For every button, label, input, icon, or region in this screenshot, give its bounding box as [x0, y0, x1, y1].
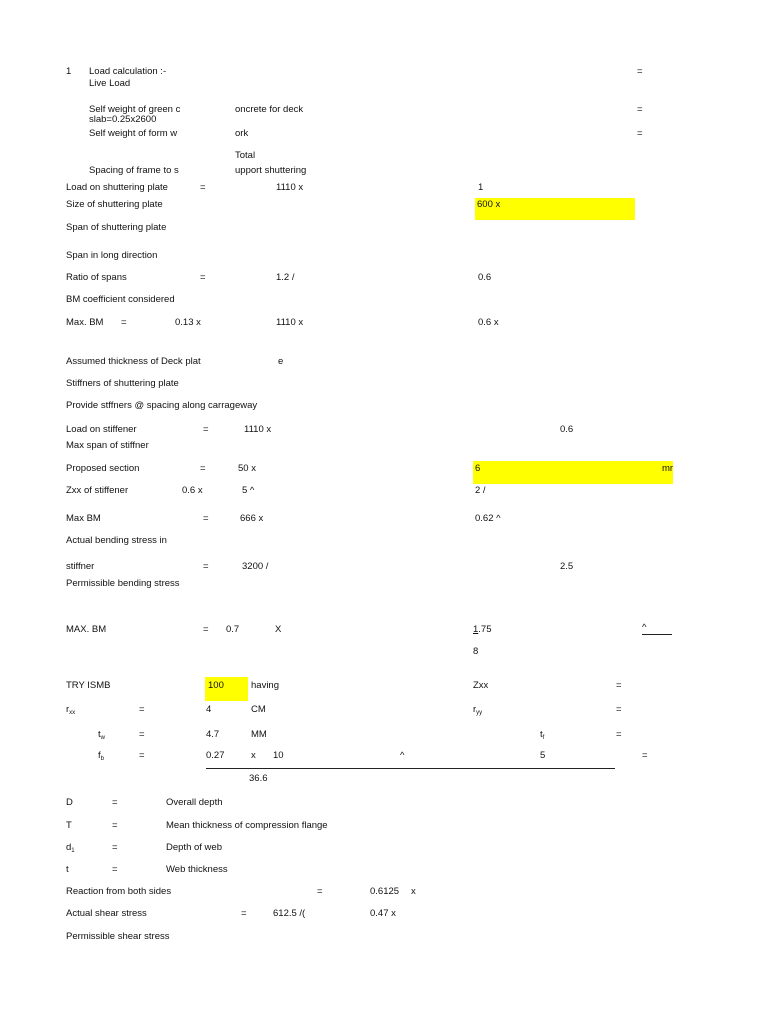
def-symbol-d1 [66, 842, 75, 853]
max-span-label: Max span of stiffner [66, 440, 149, 451]
rxx-symbol [66, 704, 75, 715]
fb-v2: 10 [273, 750, 284, 761]
def-text-d: Overall depth [166, 797, 223, 808]
def-symbol-tw: t [66, 864, 69, 875]
spacing-label-a: Spacing of frame to s [89, 165, 179, 176]
proposed-val2: 6 [475, 463, 481, 474]
proposed-eq: = [200, 463, 206, 474]
def-text-tw: Web thickness [166, 864, 228, 875]
self-weight-label-b: oncrete for deck [235, 104, 304, 115]
size-plate-val: 600 x [477, 199, 501, 210]
fb-fraction-line [206, 768, 615, 769]
bm-coef-label: BM coefficient considered [66, 294, 175, 305]
stiffners-label: Stiffners of shuttering plate [66, 378, 179, 389]
tw-sub: w [100, 735, 105, 741]
load-stiffener-val: 1110 x [244, 424, 272, 435]
maxbm2-v2-rest: .75 [478, 624, 492, 635]
load-shuttering-val: 1110 x [276, 182, 304, 193]
try-ismb-label: TRY ISMB [66, 680, 111, 691]
actual-bending-label: Actual bending stress in [66, 535, 167, 546]
maxbm2-fraction-line [642, 634, 672, 635]
def-text-t: Mean thickness of compression flange [166, 820, 328, 831]
fb-sub: b [100, 756, 104, 762]
def-eq-tw: = [112, 864, 118, 875]
load-stiffener-val2: 0.6 [560, 424, 574, 435]
slab-label: slab=0.25x2600 [89, 114, 157, 125]
tw-unit: MM [251, 729, 267, 740]
maxbm-stiff-val2: 0.62 ^ [475, 513, 501, 524]
span-long-label: Span in long direction [66, 250, 158, 261]
fb-v3: 5 [540, 750, 546, 761]
ratio-val: 1.2 / [276, 272, 295, 283]
stiffner-val2: 2.5 [560, 561, 574, 572]
maxbm2-eq: = [203, 624, 209, 635]
rxx-val: 4 [206, 704, 212, 715]
ryy-main: r [473, 704, 477, 715]
tw-main: t [98, 729, 101, 740]
def-text-d1: Depth of web [166, 842, 222, 853]
size-plate-label: Size of shuttering plate [66, 199, 163, 210]
maxbm-stiff-label: Max BM [66, 513, 101, 524]
fb-x: x [251, 750, 256, 761]
ismb-zxx-label: Zxx [473, 680, 489, 691]
actual-shear-val: 612.5 /( [273, 908, 306, 919]
tf-main: t [540, 729, 543, 740]
fb-eq2: = [642, 750, 648, 761]
ratio-eq: = [200, 272, 206, 283]
def-eq-d: = [112, 797, 118, 808]
zxx-stiffener-v3: 2 / [475, 485, 486, 496]
load-shuttering-val2: 1 [478, 182, 484, 193]
section-number: 1 [66, 66, 72, 77]
def-symbol-d: D [66, 797, 73, 808]
fb-caret: ^ [400, 750, 405, 761]
spacing-label-b: upport shuttering [235, 165, 307, 176]
tw-eq: = [139, 729, 145, 740]
maxbm2-v2-first: 1 [473, 624, 479, 635]
reaction-val: 0.6125 [370, 886, 400, 897]
ismb-size: 100 [208, 680, 224, 691]
maxbm2-v2 [473, 624, 492, 635]
maxbm-stiff-val: 666 x [240, 513, 264, 524]
provide-label: Provide stffners @ spacing along carrageway [66, 400, 258, 411]
zxx-stiffener-v1: 0.6 x [182, 485, 203, 496]
fb-eq: = [139, 750, 145, 761]
rxx-sub: xx [69, 710, 76, 716]
ryy-eq: = [616, 704, 622, 715]
def-d1-main: d [66, 842, 72, 853]
load-shuttering-eq: = [200, 182, 206, 193]
self-weight-eq: = [637, 104, 643, 115]
ratio-val2: 0.6 [478, 272, 492, 283]
self-weight-label-a: Self weight of green c [89, 104, 181, 115]
formwork-label-b: ork [235, 128, 249, 139]
maxbm-label: Max. BM [66, 317, 104, 328]
reaction-eq: = [317, 886, 323, 897]
thickness-label-b: e [278, 356, 284, 367]
stiffner-label: stiffner [66, 561, 95, 572]
maxbm-v1: 0.13 x [175, 317, 201, 328]
rxx-main: r [66, 704, 70, 715]
stiffner-val: 3200 / [242, 561, 269, 572]
ismb-having: having [251, 680, 279, 691]
proposed-unit: mr [662, 463, 674, 474]
fb-v1: 0.27 [206, 750, 225, 761]
tf-eq: = [616, 729, 622, 740]
def-d1-sub: 1 [71, 848, 75, 854]
rxx-eq: = [139, 704, 145, 715]
proposed-val: 50 x [238, 463, 256, 474]
ryy-sub: yy [476, 710, 483, 716]
fb-main: f [98, 750, 101, 761]
rxx-unit: CM [251, 704, 266, 715]
maxbm-v2: 1110 x [276, 317, 304, 328]
maxbm2-denominator: 8 [473, 646, 479, 657]
maxbm-eq: = [121, 317, 127, 328]
fb-symbol [98, 750, 104, 761]
thickness-label-a: Assumed thickness of Deck plat [66, 356, 201, 367]
maxbm2-x: X [275, 624, 282, 635]
zxx-stiffener-label: Zxx of stiffener [66, 485, 129, 496]
maxbm2-caret: ^ [642, 622, 647, 633]
maxbm-v3: 0.6 x [478, 317, 499, 328]
permissible-bending-label: Permissible bending stress [66, 578, 180, 589]
def-eq-d1: = [112, 842, 118, 853]
fb-denominator: 36.6 [249, 773, 268, 784]
formwork-label-a: Self weight of form w [89, 128, 178, 139]
ismb-zxx-eq: = [616, 680, 622, 691]
maxbm2-label: MAX. BM [66, 624, 107, 635]
live-load-eq: = [637, 66, 643, 77]
load-stiffener-eq: = [203, 424, 209, 435]
load-shuttering-label: Load on shuttering plate [66, 182, 168, 193]
actual-shear-eq: = [241, 908, 247, 919]
maxbm2-v1: 0.7 [226, 624, 240, 635]
live-load-label: Live Load [89, 78, 131, 89]
highlight-proposed-section [473, 461, 673, 484]
span-plate-label: Span of shuttering plate [66, 222, 167, 233]
ratio-label: Ratio of spans [66, 272, 127, 283]
reaction-x: x [411, 886, 416, 897]
tf-symbol [540, 729, 544, 740]
zxx-stiffener-v2: 5 ^ [242, 485, 255, 496]
ryy-symbol [473, 704, 482, 715]
load-calc-title: Load calculation :- [89, 66, 167, 77]
total-label: Total [235, 150, 256, 161]
def-symbol-t: T [66, 820, 72, 831]
tf-sub: f [542, 735, 545, 741]
permissible-shear-label: Permissible shear stress [66, 931, 170, 942]
proposed-label: Proposed section [66, 463, 140, 474]
actual-shear-label: Actual shear stress [66, 908, 147, 919]
tw-symbol [98, 729, 105, 740]
reaction-label: Reaction from both sides [66, 886, 172, 897]
load-stiffener-label: Load on stiffener [66, 424, 137, 435]
tw-val: 4.7 [206, 729, 220, 740]
def-eq-t: = [112, 820, 118, 831]
actual-shear-val2: 0.47 x [370, 908, 396, 919]
formwork-eq: = [637, 128, 643, 139]
stiffner-eq: = [203, 561, 209, 572]
maxbm-stiff-eq: = [203, 513, 209, 524]
